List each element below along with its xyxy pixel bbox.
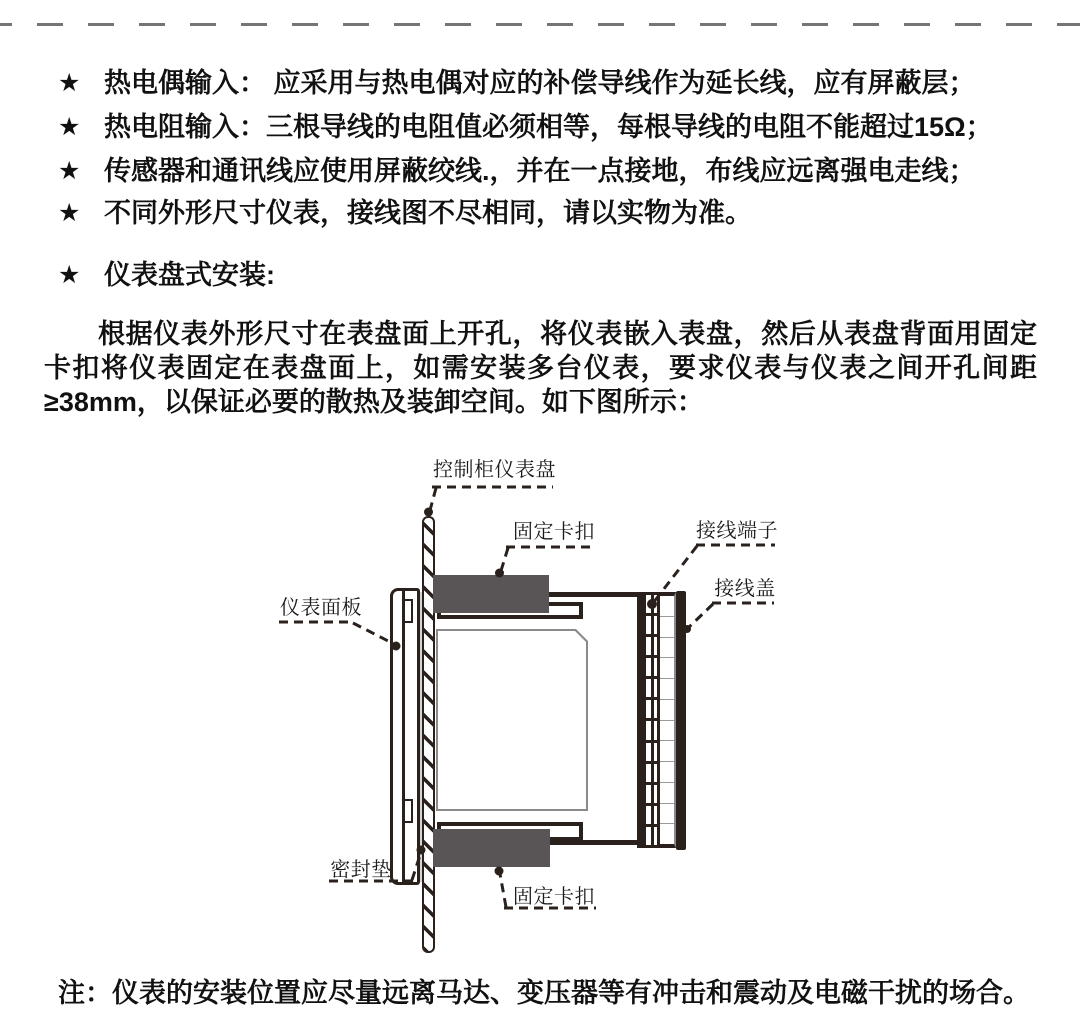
star-bullet-icon: ★: [58, 69, 81, 97]
bullet-text: 热电阻输入：三根导线的电阻值必须相等，每根导线的电阻不能超过15Ω；: [104, 112, 993, 142]
star-bullet-icon: ★: [58, 157, 81, 185]
label-instrument-front-panel: 仪表面板: [280, 597, 362, 619]
label-fixing-clamp-bottom: 固定卡扣: [513, 886, 595, 908]
star-bullet-icon: ★: [58, 113, 81, 141]
star-bullet-icon: ★: [58, 261, 81, 289]
star-bullet-icon: ★: [58, 199, 81, 227]
label-wiring-cover: 接线盖: [714, 578, 776, 600]
bullet-text: 热电偶输入： 应采用与热电偶对应的补偿导线作为延长线，应有屏蔽层；: [104, 68, 976, 98]
label-gasket: 密封垫: [330, 859, 392, 881]
bullet-text: 仪表盘式安装:: [104, 260, 275, 290]
label-cabinet-panel: 控制柜仪表盘: [433, 459, 556, 481]
install-paragraph: 根据仪表外形尺寸在表盘面上开孔，将仪表嵌入表盘，然后从表盘背面用固定卡扣将仪表固定在表盘面上，如需安装多台仪表，要求仪表与仪表之间开孔间距≥38mm，以保证必要的散热及装卸空间。如下图所示：: [44, 319, 1037, 417]
note-text: 注：仪表的安装位置应尽量远离马达、变压器等有冲击和震动及电磁干扰的场合。: [58, 978, 1030, 1008]
label-wiring-terminals: 接线端子: [696, 520, 778, 542]
bullet-text: 不同外形尺寸仪表，接线图不尽相同，请以实物为准。: [104, 198, 752, 228]
bullet-text: 传感器和通讯线应使用屏蔽绞线.，并在一点接地，布线应远离强电走线；: [104, 156, 976, 186]
label-fixing-clamp-top: 固定卡扣: [513, 521, 595, 543]
